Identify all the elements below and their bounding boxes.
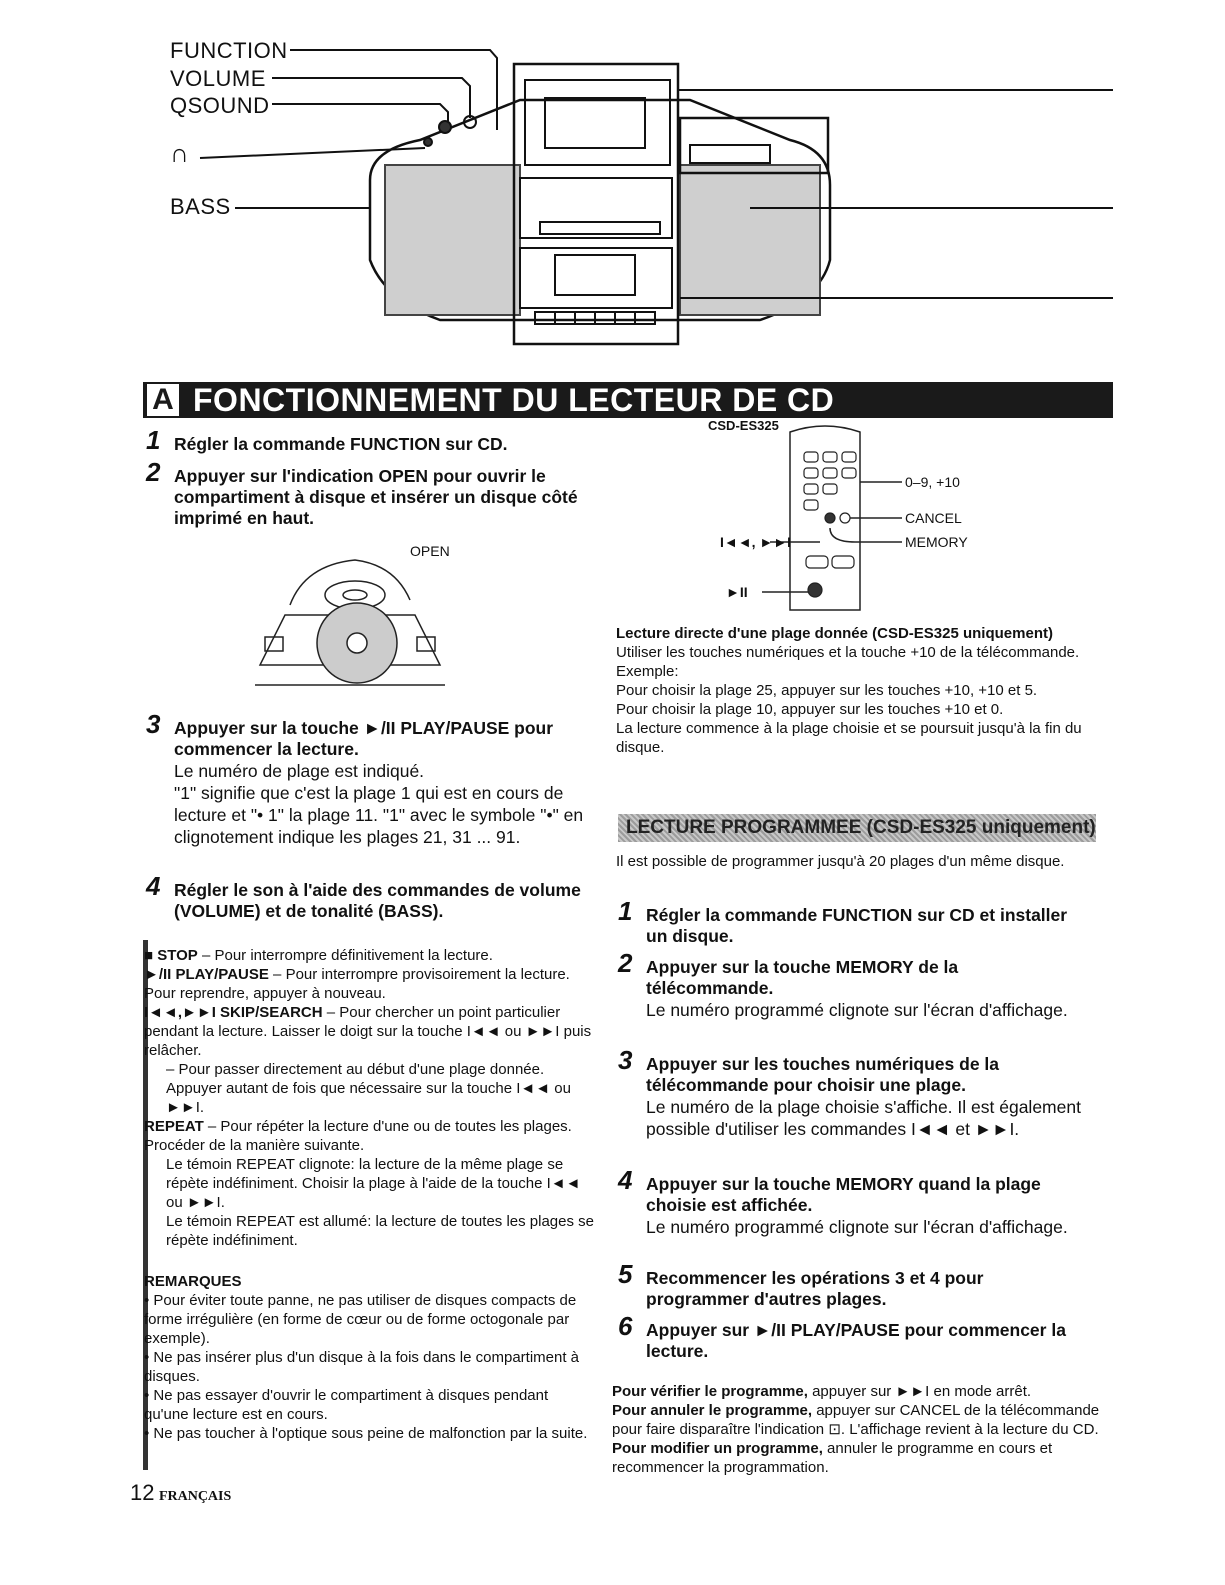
step-heading: Appuyer sur l'indication OPEN pour ouvrir le compartiment à disque et insérer un disque côté imprimé en haut. bbox=[174, 466, 578, 528]
function-item: – Pour passer directement au début d'une plage donnée. Appuyer autant de fois que nécessaire sur la touche I◄◄ ou ►►I. bbox=[166, 1061, 571, 1116]
program-note: Pour annuler le programme, appuyer sur CANCEL de la télécommande pour faire disparaître l'indication ⊡. L'affichage revient à la lecture du CD. bbox=[612, 1402, 1100, 1438]
step-number: 3 bbox=[146, 709, 161, 739]
step-body-line: Le numéro de plage est indiqué. bbox=[174, 761, 425, 781]
program-intro: Il est possible de programmer jusqu'à 20 plages d'un même disque. bbox=[616, 853, 1065, 870]
left-step-1 bbox=[146, 425, 594, 455]
program-step-2: 2 Appuyer sur la touche MEMORY de la télécommande. Le numéro programmé clignote sur l'écran d'affichage. bbox=[618, 948, 1068, 1020]
label-volume: VOLUME bbox=[170, 66, 266, 91]
step-heading: Régler le son à l'aide des commandes de volume (VOLUME) et de tonalité (BASS). bbox=[174, 880, 581, 921]
program-notes bbox=[612, 1382, 1102, 1477]
program-note: Pour vérifier le programme, appuyer sur ►►I en mode arrêt. bbox=[612, 1383, 1032, 1400]
program-step-4: 4 Appuyer sur la touche MEMORY quand la plage choisie est affichée. Le numéro programmé clignote sur l'écran d'affichage. bbox=[618, 1165, 1068, 1237]
direct-play-section bbox=[616, 624, 1102, 757]
remote-drawing bbox=[680, 420, 920, 620]
left-step-3 bbox=[146, 709, 594, 848]
label-function: FUNCTION bbox=[170, 38, 288, 63]
step-body-line: "1" signifie que c'est la plage 1 qui est en cours de lecture et "• 1" la plage 11. "1" avec le symbole "•" en clignotement indique les plages 21, 31 ... 91. bbox=[174, 783, 584, 847]
direct-play-line: La lecture commence à la plage choisie et se poursuit jusqu'à la fin du disque. bbox=[616, 720, 1082, 756]
program-step-1: 1 Régler la commande FUNCTION sur CD et installer un disque. bbox=[618, 896, 1068, 946]
step-number: 1 bbox=[146, 425, 161, 455]
section-letter: A bbox=[147, 384, 179, 416]
remark-item: • Ne pas insérer plus d'un disque à la fois dans le compartiment à disques. bbox=[144, 1349, 580, 1385]
remote-model: CSD-ES325 bbox=[708, 418, 779, 433]
boombox-drawing bbox=[0, 0, 1225, 360]
function-list bbox=[144, 946, 594, 1250]
function-item: I◄◄,►►I SKIP/SEARCH – Pour chercher un point particulier pendant la lecture. Laisser le doigt sur la touche I◄◄ ou ►►I puis relâcher. bbox=[144, 1004, 592, 1059]
function-item: Le témoin REPEAT est allumé: la lecture de toutes les plages se répète indéfiniment. bbox=[166, 1213, 595, 1249]
remote-label-memory: MEMORY bbox=[905, 534, 968, 550]
left-step-4 bbox=[146, 871, 594, 922]
section-banner bbox=[143, 382, 1113, 418]
program-step-3: 3 Appuyer sur les touches numériques de la télécommande pour choisir une plage. Le numéro de la plage choisie s'affiche. Il est également possible d'utiliser les commandes I◄◄ et ►►I. bbox=[618, 1045, 1081, 1139]
direct-play-line: Exemple: bbox=[616, 663, 679, 680]
step-heading: Régler la commande FUNCTION sur CD. bbox=[174, 434, 508, 454]
program-step-5: 5 Recommencer les opérations 3 et 4 pour programmer d'autres plages. bbox=[618, 1259, 984, 1309]
function-item: ►/II PLAY/PAUSE – Pour interrompre provisoirement la lecture. Pour reprendre, appuyer à nouveau. bbox=[144, 966, 570, 1002]
page-number: 12 bbox=[130, 1480, 155, 1505]
footer-language: FRANÇAIS bbox=[158, 1489, 232, 1504]
left-step-2 bbox=[146, 457, 594, 529]
program-note: Pour modifier un programme, annuler le programme en cours et recommencer la programmation. bbox=[612, 1440, 1053, 1476]
headphones-icon: ∩ bbox=[170, 138, 190, 168]
direct-play-title: Lecture directe d'une plage donnée (CSD-ES325 uniquement) bbox=[616, 625, 1053, 642]
cd-open-drawing bbox=[245, 545, 455, 700]
step-heading: Appuyer sur la touche ►/II PLAY/PAUSE pour commencer la lecture. bbox=[174, 718, 554, 759]
program-banner-title: LECTURE PROGRAMMEE (CSD-ES325 uniquement) bbox=[626, 817, 1096, 838]
open-label: OPEN bbox=[410, 543, 450, 559]
step-number: 2 bbox=[146, 457, 161, 487]
direct-play-line: Pour choisir la plage 25, appuyer sur les touches +10, +10 et 5. bbox=[616, 682, 1038, 699]
remote-label-cancel: CANCEL bbox=[905, 510, 962, 526]
remark-item: • Ne pas essayer d'ouvrir le compartiment à disques pendant qu'une lecture est en cours. bbox=[144, 1387, 549, 1423]
direct-play-line: Pour choisir la plage 10, appuyer sur les touches +10 et 0. bbox=[616, 701, 1004, 718]
remote-label-play: ►II bbox=[726, 584, 748, 600]
program-banner bbox=[618, 814, 1096, 842]
label-bass: BASS bbox=[170, 194, 231, 219]
label-qsound: QSOUND bbox=[170, 93, 270, 118]
function-item: ■ STOP – Pour interrompre définitivement la lecture. bbox=[144, 947, 493, 964]
function-item: Le témoin REPEAT clignote: la lecture de la même plage se répète indéfiniment. Choisir la plage à l'aide de la touche I◄◄ ou ►►I. bbox=[166, 1156, 581, 1211]
program-step-6: 6 Appuyer sur ►/II PLAY/PAUSE pour commencer la lecture. bbox=[618, 1311, 1066, 1361]
remarks-title: REMARQUES bbox=[144, 1273, 242, 1290]
remark-item: • Pour éviter toute panne, ne pas utiliser de disques compacts de forme irrégulière (en forme de cœur ou de forme octogonale par exemple). bbox=[144, 1292, 577, 1347]
function-item: REPEAT – Pour répéter la lecture d'une ou de toutes les plages. Procéder de la manière suivante. bbox=[144, 1118, 572, 1154]
direct-play-line: Utiliser les touches numériques et la touche +10 de la télécommande. bbox=[616, 644, 1080, 661]
remark-item: • Ne pas toucher à l'optique sous peine de malfonction par la suite. bbox=[144, 1425, 588, 1442]
remote-label-skip: I◄◄, ►►I bbox=[720, 534, 791, 550]
step-number: 4 bbox=[146, 871, 161, 901]
section-title: FONCTIONNEMENT DU LECTEUR DE CD bbox=[193, 382, 835, 418]
remote-label-digits: 0–9, +10 bbox=[905, 474, 960, 490]
page-footer bbox=[130, 1480, 231, 1506]
remarks bbox=[144, 1272, 594, 1443]
